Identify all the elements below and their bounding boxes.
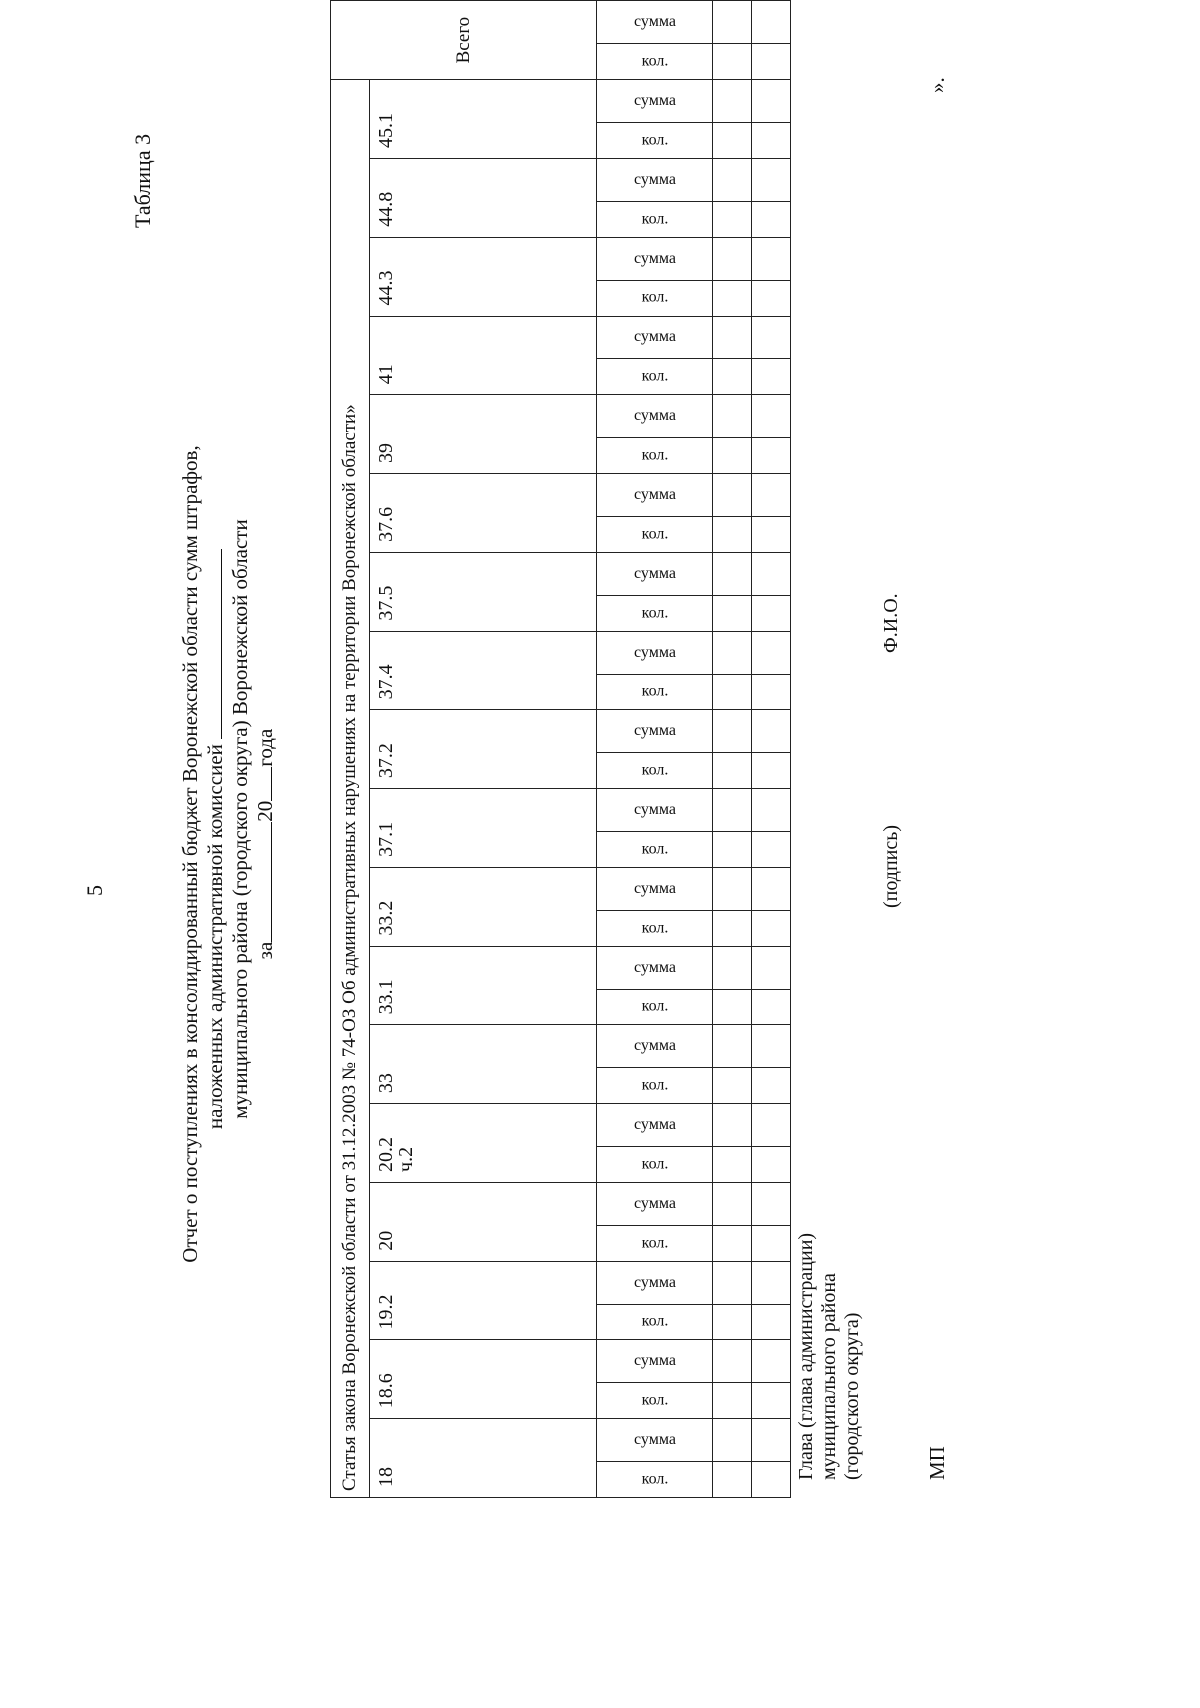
- sum-cell[interactable]: [713, 946, 752, 989]
- sum-subheader-text: сумма: [633, 249, 676, 267]
- sum-subheader-text: сумма: [633, 1194, 676, 1212]
- closing-quote: ».: [925, 77, 949, 93]
- qty-subheader-text: кол.: [641, 1470, 668, 1488]
- qty-subheader-text: кол.: [641, 761, 668, 779]
- sum-subheader-text: сумма: [633, 1352, 676, 1370]
- qty-subheader: [597, 674, 713, 710]
- article-header-1: [370, 1340, 597, 1419]
- qty-subheader: [597, 595, 713, 631]
- article-number: 18: [375, 1467, 397, 1487]
- sum-cell[interactable]: [752, 867, 791, 910]
- qty-subheader-text: кол.: [641, 998, 668, 1016]
- sum-cell[interactable]: [752, 789, 791, 832]
- sum-cell[interactable]: [752, 1340, 791, 1383]
- year-prefix: 20: [253, 800, 277, 822]
- qty-subheader: [597, 1304, 713, 1340]
- year-suffix: года: [253, 728, 277, 767]
- qty-cell[interactable]: [713, 123, 752, 159]
- sum-cell[interactable]: [713, 158, 752, 201]
- sum-cell[interactable]: [713, 395, 752, 438]
- header-row-main: [331, 1, 370, 1498]
- article-header-8: [370, 789, 597, 868]
- qty-cell[interactable]: [713, 1147, 752, 1183]
- qty-cell[interactable]: [752, 1304, 791, 1340]
- sum-cell[interactable]: [752, 237, 791, 280]
- sum-subheader-text: сумма: [633, 643, 676, 661]
- commission-name-blank[interactable]: [221, 549, 222, 739]
- qty-subheader: [597, 989, 713, 1025]
- header-row-articles: [370, 1, 597, 1498]
- sum-cell[interactable]: [713, 1104, 752, 1147]
- qty-cell[interactable]: [713, 201, 752, 237]
- sum-cell[interactable]: [752, 1025, 791, 1068]
- sum-subheader-text: сумма: [633, 486, 676, 504]
- qty-subheader-text: кол.: [641, 919, 668, 937]
- qty-subheader-text: кол.: [641, 131, 668, 149]
- article-number: 44.3: [375, 270, 397, 306]
- qty-cell[interactable]: [752, 910, 791, 946]
- qty-cell[interactable]: [752, 989, 791, 1025]
- qty-subheader-text: кол.: [641, 1313, 668, 1331]
- sum-subheader: [597, 474, 713, 517]
- qty-cell[interactable]: [713, 674, 752, 710]
- sum-cell[interactable]: [752, 1104, 791, 1147]
- qty-cell[interactable]: [752, 832, 791, 868]
- sum-cell[interactable]: [713, 1025, 752, 1068]
- qty-cell[interactable]: [752, 1147, 791, 1183]
- qty-cell[interactable]: [752, 359, 791, 395]
- signature-caption: (подпись): [880, 824, 902, 908]
- sum-subheader: [597, 789, 713, 832]
- article-header-11: [370, 552, 597, 631]
- qty-cell[interactable]: [713, 989, 752, 1025]
- sum-subheader-text: сумма: [633, 1037, 676, 1055]
- article-header-16: [370, 158, 597, 237]
- header-row-subcolumns: [597, 1, 713, 1498]
- sum-cell[interactable]: [713, 1, 752, 44]
- sum-cell[interactable]: [713, 316, 752, 359]
- article-header-3: [370, 1182, 597, 1261]
- qty-cell[interactable]: [713, 517, 752, 553]
- qty-subheader-text: кол.: [641, 682, 668, 700]
- sum-subheader: [597, 1182, 713, 1225]
- qty-cell[interactable]: [713, 910, 752, 946]
- article-number: 33.2: [375, 900, 397, 936]
- sum-cell[interactable]: [713, 1340, 752, 1383]
- qty-cell[interactable]: [713, 438, 752, 474]
- sum-subheader: [597, 1261, 713, 1304]
- article-number: 37.2: [375, 743, 397, 779]
- article-header-4: [370, 1104, 597, 1183]
- qty-cell[interactable]: [713, 832, 752, 868]
- qty-cell[interactable]: [752, 674, 791, 710]
- qty-subheader: [597, 438, 713, 474]
- article-number: 33: [375, 1073, 397, 1094]
- sum-subheader: [597, 237, 713, 280]
- total-qty-subheader: [597, 44, 713, 80]
- sum-cell[interactable]: [713, 1419, 752, 1462]
- signatory-line-1: Глава (глава администрации): [795, 1232, 817, 1480]
- qty-cell[interactable]: [713, 1068, 752, 1104]
- article-header-2: [370, 1261, 597, 1340]
- article-header-9: [370, 710, 597, 789]
- sum-subheader: [597, 1419, 713, 1462]
- qty-subheader-text: кол.: [641, 210, 668, 228]
- sum-subheader-text: сумма: [633, 92, 676, 110]
- period-blank[interactable]: [271, 822, 272, 942]
- sum-cell[interactable]: [752, 631, 791, 674]
- article-number: 37.1: [375, 821, 397, 857]
- law-article-header: Статья закона Воронежской области от 31.12.2003 № 74-ОЗ Об административных нарушениях на территории Воронежской области»: [331, 80, 370, 1498]
- sum-subheader-text: сумма: [633, 958, 676, 976]
- qty-cell[interactable]: [752, 438, 791, 474]
- fio-caption: Ф.И.О.: [880, 593, 902, 653]
- sum-cell[interactable]: [713, 631, 752, 674]
- sum-subheader: [597, 158, 713, 201]
- article-header-10: [370, 631, 597, 710]
- article-part: ч.2: [395, 1146, 417, 1172]
- sum-cell[interactable]: [713, 1261, 752, 1304]
- sum-subheader-text: сумма: [633, 407, 676, 425]
- sum-subheader: [597, 1104, 713, 1147]
- sum-subheader: [597, 1340, 713, 1383]
- article-header-6: [370, 946, 597, 1025]
- qty-subheader-text: кол.: [641, 1391, 668, 1409]
- table-row: [713, 1, 752, 1498]
- sum-cell[interactable]: [713, 1182, 752, 1225]
- qty-cell[interactable]: [752, 123, 791, 159]
- sum-subheader-text: сумма: [633, 1431, 676, 1449]
- sum-cell[interactable]: [713, 710, 752, 753]
- sum-subheader: [597, 1025, 713, 1068]
- sum-subheader-text: сумма: [633, 722, 676, 740]
- sum-subheader-text: сумма: [633, 1116, 676, 1134]
- sum-cell[interactable]: [752, 1261, 791, 1304]
- qty-subheader: [597, 1462, 713, 1498]
- sum-cell[interactable]: [713, 474, 752, 517]
- signatory-position: [795, 1233, 864, 1480]
- qty-subheader: [597, 753, 713, 789]
- article-header-14: [370, 316, 597, 395]
- article-number: 19.2: [375, 1294, 397, 1330]
- report-title: [178, 0, 278, 1708]
- sum-subheader: [597, 316, 713, 359]
- qty-cell[interactable]: [752, 1462, 791, 1498]
- sum-subheader: [597, 867, 713, 910]
- article-number: 44.8: [375, 191, 397, 227]
- sum-subheader-text: сумма: [633, 801, 676, 819]
- total-sum-subheader-text: сумма: [633, 13, 676, 31]
- qty-cell[interactable]: [713, 1225, 752, 1261]
- qty-cell[interactable]: [713, 595, 752, 631]
- article-number: 20.2: [375, 1136, 397, 1172]
- article-header-7: [370, 867, 597, 946]
- sum-subheader-text: сумма: [633, 170, 676, 188]
- qty-cell[interactable]: [752, 1225, 791, 1261]
- report-table-body: [713, 1, 791, 1498]
- article-number: 37.5: [375, 585, 397, 621]
- qty-subheader: [597, 1068, 713, 1104]
- qty-subheader: [597, 517, 713, 553]
- sum-cell[interactable]: [752, 1419, 791, 1462]
- qty-subheader-text: кол.: [641, 446, 668, 464]
- article-header-5: [370, 1025, 597, 1104]
- article-number: 39: [375, 443, 397, 464]
- sum-subheader: [597, 946, 713, 989]
- sum-cell[interactable]: [752, 158, 791, 201]
- title-line-3: муниципального района (городского округа) Воронежской области: [228, 519, 252, 1119]
- sum-subheader-text: сумма: [633, 564, 676, 582]
- qty-subheader-text: кол.: [641, 1155, 668, 1173]
- qty-subheader: [597, 1225, 713, 1261]
- sum-subheader-text: сумма: [633, 1273, 676, 1291]
- table-label: Таблица 3: [130, 133, 155, 228]
- qty-subheader: [597, 910, 713, 946]
- qty-subheader: [597, 1383, 713, 1419]
- article-number: 18.6: [375, 1373, 397, 1409]
- qty-cell[interactable]: [752, 201, 791, 237]
- sum-subheader: [597, 552, 713, 595]
- table-row: [752, 1, 791, 1498]
- sum-cell[interactable]: [752, 1, 791, 44]
- sum-cell[interactable]: [752, 474, 791, 517]
- total-sum-subheader: [597, 1, 713, 44]
- article-header-13: [370, 395, 597, 474]
- sum-cell[interactable]: [713, 80, 752, 123]
- sum-cell[interactable]: [752, 80, 791, 123]
- qty-cell[interactable]: [713, 1304, 752, 1340]
- sum-cell[interactable]: [752, 946, 791, 989]
- qty-subheader-text: кол.: [641, 1234, 668, 1252]
- qty-cell[interactable]: [713, 753, 752, 789]
- sum-subheader: [597, 631, 713, 674]
- article-header-12: [370, 474, 597, 553]
- sum-subheader: [597, 710, 713, 753]
- sum-cell[interactable]: [713, 867, 752, 910]
- sum-cell[interactable]: [752, 710, 791, 753]
- qty-subheader-text: кол.: [641, 367, 668, 385]
- article-number: 33.1: [375, 979, 397, 1015]
- qty-cell[interactable]: [752, 517, 791, 553]
- qty-subheader-text: кол.: [641, 604, 668, 622]
- sum-cell[interactable]: [752, 316, 791, 359]
- title-line-1: Отчет о поступлениях в консолидированный бюджет Воронежской области сумм штрафов,: [178, 445, 202, 1263]
- article-header-0: [370, 1419, 597, 1498]
- sum-subheader-text: сумма: [633, 328, 676, 346]
- qty-cell[interactable]: [713, 1383, 752, 1419]
- sum-subheader: [597, 395, 713, 438]
- qty-subheader: [597, 201, 713, 237]
- qty-cell[interactable]: [713, 359, 752, 395]
- qty-cell[interactable]: [752, 595, 791, 631]
- signatory-line-3: (городского округа): [841, 1312, 863, 1480]
- article-number: 37.6: [375, 506, 397, 542]
- sum-cell[interactable]: [752, 395, 791, 438]
- sum-subheader-text: сумма: [633, 879, 676, 897]
- qty-cell[interactable]: [713, 1462, 752, 1498]
- sum-cell[interactable]: [713, 552, 752, 595]
- article-number: 20: [375, 1230, 397, 1251]
- sum-subheader: [597, 80, 713, 123]
- total-header: Всего: [331, 1, 597, 80]
- year-blank[interactable]: [271, 767, 272, 801]
- article-number: 37.4: [375, 664, 397, 700]
- qty-subheader: [597, 359, 713, 395]
- qty-subheader: [597, 123, 713, 159]
- article-number: 41: [375, 364, 397, 385]
- period-prefix: за: [253, 941, 277, 960]
- title-line-2-text: наложенных административной комиссией: [203, 744, 227, 1130]
- qty-subheader: [597, 1147, 713, 1183]
- report-table: [330, 0, 791, 1498]
- qty-subheader: [597, 280, 713, 316]
- page-number: 5: [82, 885, 107, 896]
- qty-subheader-text: кол.: [641, 840, 668, 858]
- signatory-line-2: муниципального района: [818, 1273, 840, 1480]
- qty-cell[interactable]: [752, 44, 791, 80]
- qty-subheader-text: кол.: [641, 1076, 668, 1094]
- sum-cell[interactable]: [713, 237, 752, 280]
- qty-subheader-text: кол.: [641, 525, 668, 543]
- qty-subheader-text: кол.: [641, 289, 668, 307]
- title-line-4: [253, 0, 278, 1708]
- qty-cell[interactable]: [713, 280, 752, 316]
- qty-cell[interactable]: [752, 1383, 791, 1419]
- stamp-placeholder: МП: [925, 1446, 949, 1480]
- title-line-2: [203, 0, 228, 1708]
- sum-cell[interactable]: [752, 1182, 791, 1225]
- qty-cell[interactable]: [713, 44, 752, 80]
- qty-cell[interactable]: [752, 280, 791, 316]
- sum-cell[interactable]: [752, 552, 791, 595]
- article-header-17: [370, 80, 597, 159]
- qty-cell[interactable]: [752, 753, 791, 789]
- qty-cell[interactable]: [752, 1068, 791, 1104]
- qty-subheader: [597, 832, 713, 868]
- article-number: 45.1: [375, 112, 397, 148]
- article-header-15: [370, 237, 597, 316]
- total-qty-subheader-text: кол.: [641, 52, 668, 70]
- sum-cell[interactable]: [713, 789, 752, 832]
